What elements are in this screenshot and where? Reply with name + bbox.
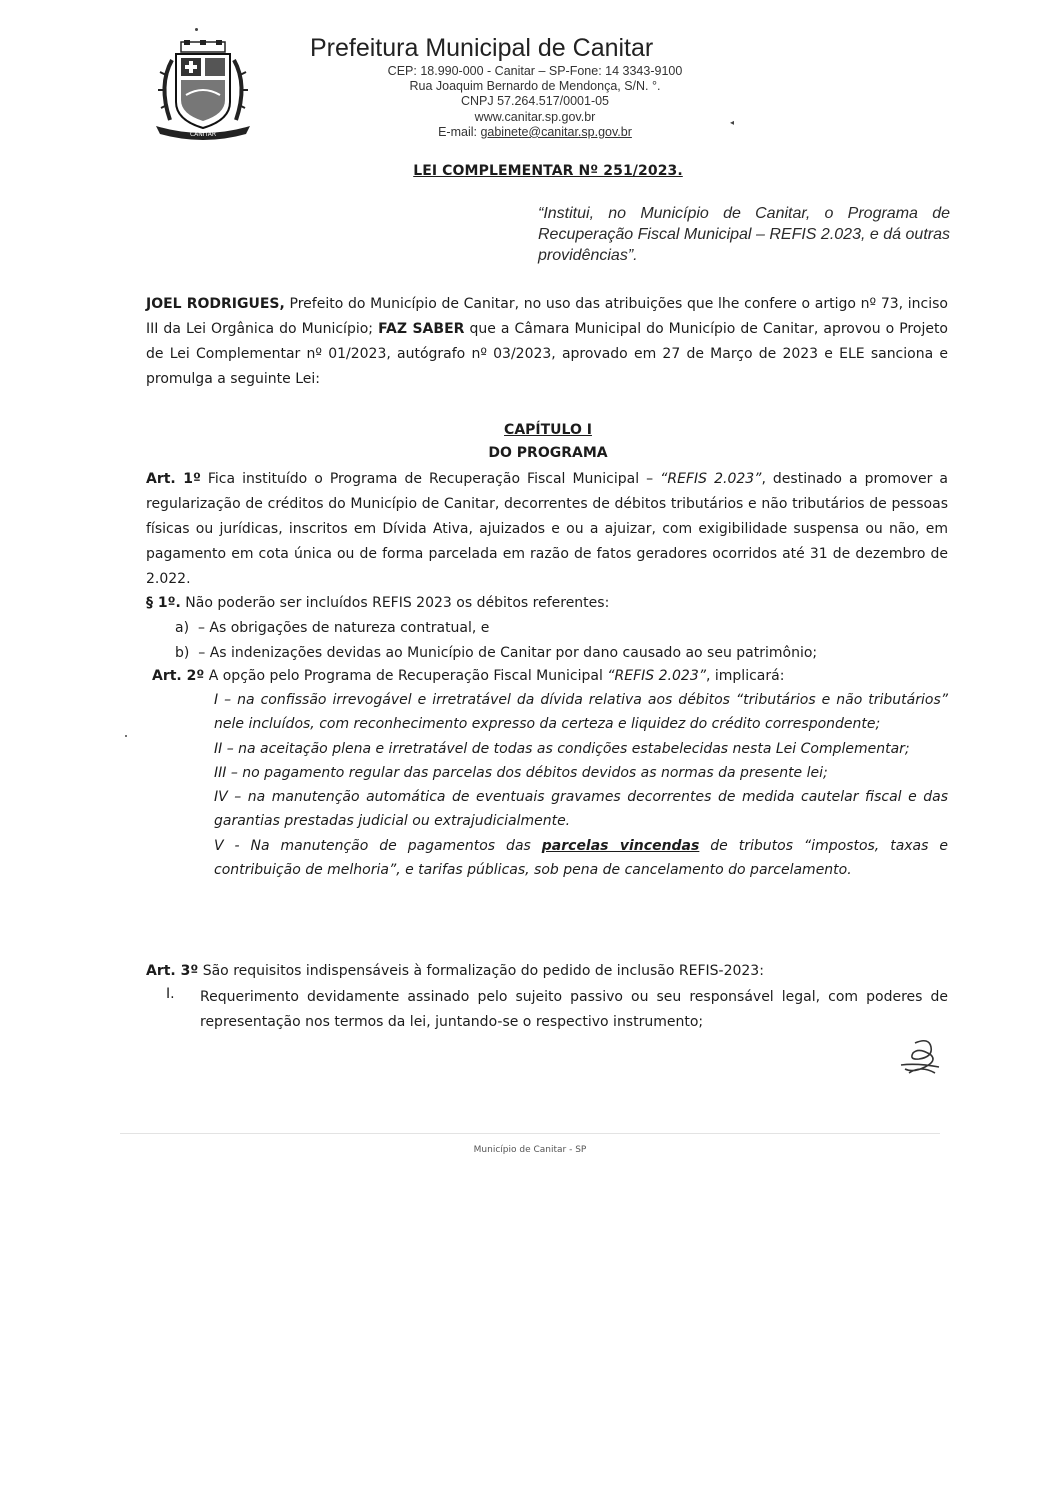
header-email-link[interactable]: gabinete@canitar.sp.gov.br [480, 124, 632, 139]
article-1-text-1: Fica instituído o Programa de Recuperação Fiscal Municipal – [200, 471, 661, 487]
article-2-item-ii: II – na aceitação plena e irretratável de todas as condições estabelecidas nesta Lei Complementar; [214, 740, 910, 757]
article-3-item-1-number: I. [166, 986, 175, 1002]
article-2-item-i: I – na confissão irrevogável e irretratável da dívida relativa aos débitos “tributários e não tributários” nele incluídos, com reconhecimento expresso da certeza e liquidez do crédito correspondente; [214, 692, 948, 733]
article-2-text-1: A opção pelo Programa de Recuperação Fiscal Municipal [204, 668, 608, 684]
scan-speck-2 [125, 735, 127, 737]
header-email-line [350, 125, 720, 140]
article-1-label: Art. 1º [146, 471, 201, 487]
scan-arrow-mark: ◂ [730, 118, 735, 127]
item-a-text: – As obrigações de natureza contratual, e [197, 620, 490, 636]
footer [0, 1145, 1060, 1155]
article-2-refis: “REFIS 2.023” [607, 668, 706, 684]
article-2-text-2: , implicará: [705, 668, 785, 684]
footer-text: Município de Canitar - SP [473, 1145, 587, 1155]
article-1-refis: “REFIS 2.023” [660, 471, 762, 487]
item-v-text-b: de tributos “impostos, taxas e contribuição de melhoria”, e tarifas públicas, sob pena de cancelamento do parcelamento. [214, 837, 948, 879]
article-2-item-v [214, 834, 948, 883]
article-2-item-iii: III – no pagamento regular das parcelas dos débitos devidos as normas da presente lei; [214, 764, 828, 781]
svg-text:CANITAR: CANITAR [189, 131, 217, 138]
item-v-underlined: parcelas vincendas [541, 837, 700, 854]
law-title: LEI COMPLEMENTAR Nº 251/2023. [413, 163, 683, 179]
article-3-item-1: Requerimento devidamente assinado pelo sujeito passivo ou seu responsável legal, com poderes de representação nos termos da lei, juntando-se o respectivo instrumento; [200, 989, 948, 1030]
header-website[interactable]: www.canitar.sp.gov.br [474, 109, 596, 124]
chapter-title-row [0, 422, 1060, 438]
law-title-row [0, 163, 1060, 179]
article-3 [146, 963, 764, 979]
mayor-name: JOEL RODRIGUES, [146, 296, 285, 312]
paragraph-1-text: Não poderão ser incluídos REFIS 2023 os débitos referentes: [180, 595, 610, 611]
header-address: Rua Joaquim Bernardo de Mendonça, S/N. °. [409, 79, 661, 94]
paragraph-1-item-a [175, 620, 489, 636]
header-cnpj: CNPJ 57.264.517/0001-05 [460, 94, 610, 109]
intro-paragraph [146, 292, 948, 392]
item-a-letter: a) [175, 620, 190, 636]
intro-text-2: que a Câmara Municipal do Município de Canitar, aprovou o Projeto de Lei Complementar nº 01/2023, autógrafo nº 03/2023, aprovado em 27 de Março de 2023 e ELE sanciona e promulga a seguinte Lei: [146, 321, 949, 387]
article-2-label: Art. 2º [152, 668, 205, 684]
municipality-title: Prefeitura Municipal de Canitar [310, 34, 654, 62]
article-3-text: São requisitos indispensáveis à formalização do pedido de inclusão REFIS-2023: [198, 963, 764, 979]
scan-speck [195, 28, 198, 31]
item-v-text-a: V - Na manutenção de pagamentos das [214, 837, 542, 854]
header-email-label: E-mail: [438, 124, 481, 139]
item-b-text: – As indenizações devidas ao Município de Canitar por dano causado ao seu patrimônio; [198, 645, 818, 661]
paragraph-1-item-b [175, 645, 817, 661]
chapter-subtitle: DO PROGRAMA [488, 445, 608, 461]
paragraph-1 [146, 595, 609, 611]
footer-divider [120, 1133, 940, 1134]
article-2-items [214, 688, 948, 882]
municipal-crest-logo [148, 40, 258, 140]
law-ementa: “Institui, no Município de Canitar, o Programa de Recuperação Fiscal Municipal – REFIS 2.023, e dá outras providências”. [538, 205, 950, 264]
article-1 [146, 467, 948, 592]
header-cep-phone: CEP: 18.990-000 - Canitar – SP-Fone: 14 3343-9100 [387, 64, 683, 78]
chapter-subtitle-row [0, 445, 1060, 461]
chapter-title: CAPÍTULO I [504, 422, 592, 438]
header-contact-block [350, 64, 720, 140]
faz-saber: FAZ SABER [378, 321, 465, 337]
article-2-item-iv: IV – na manutenção automática de eventuais gravames decorrentes de medida cautelar fiscal e das garantias prestadas judicial ou extrajudicialmente. [214, 789, 948, 830]
intro-text-1: Prefeito do Município de Canitar, no uso das atribuições que lhe confere o artigo nº 73, inciso III da Lei Orgânica do Município; [146, 296, 949, 337]
article-1-text-2: , destinado a promover a regularização de créditos do Município de Canitar, decorrentes de débitos tributários e não tributários de pessoas físicas ou jurídicas, inscritos em Dívida Ativa, ajuizados e ou a ajuizar, com exigibilidade suspensa ou não, em pagamento em cota única ou de forma parcelada em razão de fatos geradores ocorridos até 31 de dezembro de 2.022. [146, 471, 948, 587]
article-3-label: Art. 3º [146, 963, 199, 979]
paragraph-1-label: § 1º. [146, 595, 181, 611]
initials-signature [895, 1035, 945, 1077]
article-2 [152, 668, 784, 684]
item-b-letter: b) [175, 645, 190, 661]
